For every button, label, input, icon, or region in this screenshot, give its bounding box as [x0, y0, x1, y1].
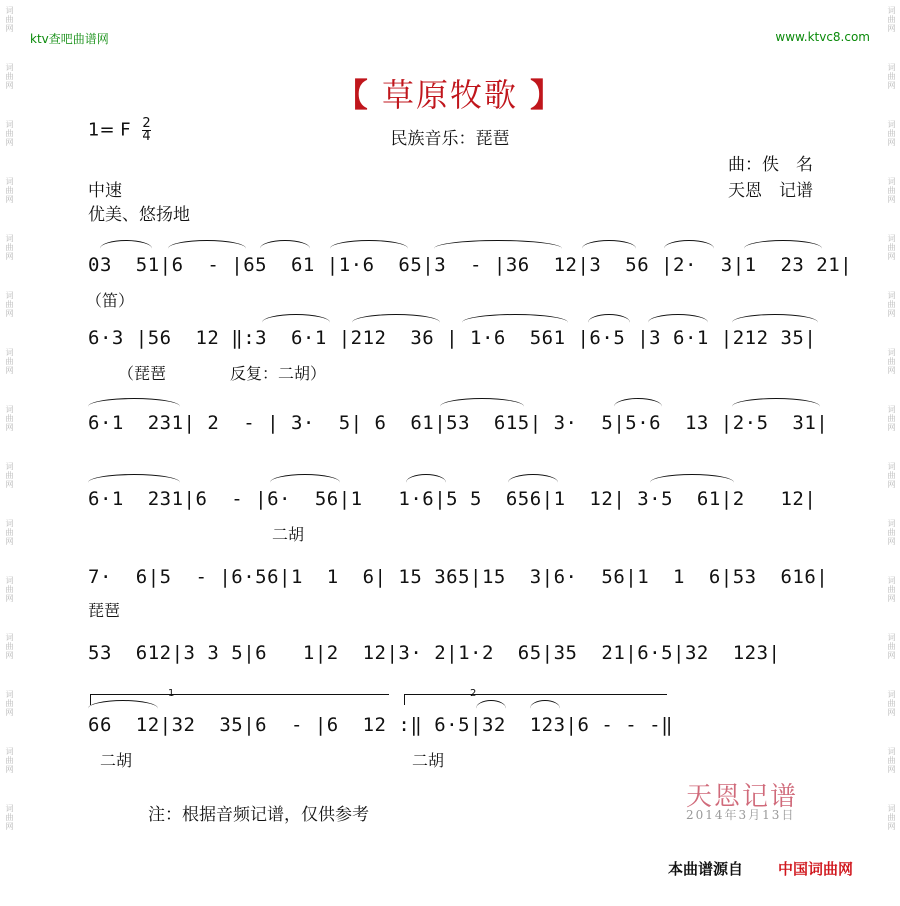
site-url-header: www.ktvc8.com	[775, 30, 870, 44]
annotation-pipa-repeat: （琵琶 反复：二胡）	[118, 364, 327, 383]
score-line-3: 6·1 231| 2 - | 3· 5| 6 61|53 615| 3· 5|5·6 13 |2·5 31|	[88, 412, 829, 434]
annotation-erhu-2: 二胡	[100, 751, 133, 770]
slur-arc	[582, 240, 636, 257]
key-label: 1= F	[88, 119, 131, 141]
side-watermark-right: 词曲网 词曲网 词曲网 词曲网 词曲网 词曲网 词曲网 词曲网 词曲网 词曲网 词曲网 词曲网 词曲网 词曲网 词曲网	[887, 6, 896, 831]
score-line-2: 6·3 |56 12 ‖:3 6·1 |212 36 | 1·6 561 |6·5 |3 6·1 |212 35|	[88, 327, 817, 349]
composer: 曲：佚 名	[728, 155, 813, 175]
score-line-6: 53 612|3 3 5|6 1|2 12|3· 2|1·2 65|35 21|6·5|32 123|	[88, 642, 781, 664]
slur-arc	[614, 398, 662, 415]
slur-arc	[406, 474, 446, 491]
subtitle: 民族音乐：琵琶	[390, 129, 510, 149]
footer-source-link[interactable]: 中国词曲网	[778, 860, 854, 878]
slur-arc	[530, 700, 560, 717]
slur-arc	[462, 314, 568, 331]
slur-arc	[732, 398, 820, 415]
slur-arc	[330, 240, 408, 257]
annotation-pipa: 琵琶	[88, 601, 121, 620]
volta-number-2: 2	[470, 688, 477, 699]
score-line-4: 6·1 231|6 - |6· 56|1 1·6|5 5 656|1 12| 3·5 61|2 12|	[88, 488, 817, 510]
slur-arc	[508, 474, 558, 491]
slur-arc	[168, 240, 246, 257]
transcription-note: 注：根据音频记谱，仅供参考	[148, 805, 369, 825]
signature-stamp: 天恩记谱	[686, 782, 799, 812]
annotation-erhu-3: 二胡	[412, 751, 445, 770]
score-line-7: 66 12|32 35|6 - |6 12 :‖ 6·5|32 123|6 - - -‖	[88, 714, 674, 736]
score-line-5: 7· 6|5 - |6·56|1 1 6| 15 365|15 3|6· 56|1 1 6|53 616|	[88, 566, 829, 588]
title-text: 草原牧歌	[381, 76, 518, 114]
slur-arc	[88, 474, 180, 491]
score-line-1: 03 51|6 - |65 61 |1·6 65|3 - |36 12|3 56 |2· 3|1 23 21|	[88, 254, 853, 276]
transcriber: 天恩 记谱	[728, 181, 813, 201]
title-bracket-open: 【	[335, 76, 370, 114]
title-bracket-close: 】	[530, 76, 565, 114]
slur-arc	[262, 314, 330, 331]
slur-arc	[664, 240, 714, 257]
time-top: 2	[142, 116, 151, 131]
annotation-flute: （笛）	[86, 291, 135, 310]
slur-arc	[650, 474, 734, 491]
slur-arc	[260, 240, 310, 257]
site-name-header: ktv查吧曲谱网	[30, 32, 109, 46]
annotation-erhu-1: 二胡	[272, 525, 305, 544]
slur-arc	[88, 398, 180, 415]
slur-arc	[352, 314, 440, 331]
slur-arc	[88, 700, 158, 717]
volta-number-1: 1	[168, 688, 175, 699]
slur-arc	[434, 240, 562, 257]
page-title	[0, 70, 900, 116]
slur-arc	[648, 314, 708, 331]
slur-arc	[588, 314, 630, 331]
expression-marking: 优美、悠扬地	[88, 205, 190, 225]
signature-date: 2014年3月13日	[686, 808, 796, 822]
tempo-marking: 中速	[88, 181, 122, 201]
slur-arc	[270, 474, 340, 491]
side-watermark-left: 词曲网 词曲网 词曲网 词曲网 词曲网 词曲网 词曲网 词曲网 词曲网 词曲网 词曲网 词曲网 词曲网 词曲网 词曲网	[5, 6, 14, 831]
slur-arc	[732, 314, 818, 331]
footer-source-label: 本曲谱源自	[668, 860, 744, 878]
slur-arc	[744, 240, 822, 257]
slur-arc	[100, 240, 152, 257]
slur-arc	[440, 398, 524, 415]
slur-arc	[476, 700, 506, 717]
time-bottom: 4	[142, 129, 151, 144]
